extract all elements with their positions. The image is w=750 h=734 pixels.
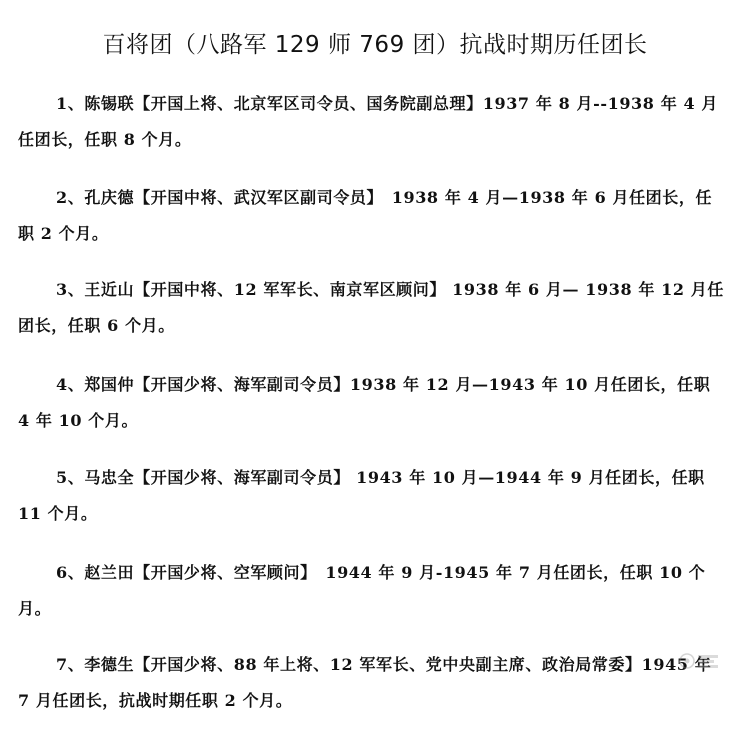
list-item: [18, 180, 728, 252]
list-item: [18, 86, 728, 158]
list-item: [18, 272, 728, 344]
list-item: [18, 460, 728, 532]
watermark-icon: [679, 650, 721, 672]
document-title: 百将团（八路军 129 师 769 团）抗战时期历任团长: [102, 32, 648, 58]
entry-text: 4、郑国仲【开国少将、海军副司令员】1938 年 12 月—1943 年 10 月任团长，任职 4 年 10 个月。: [18, 375, 711, 430]
entry-text: 3、王近山【开国中将、12 军军长、南京军区顾问】 1938 年 6 月— 1938 年 12 月任团长，任职 6 个月。: [18, 280, 724, 335]
entry-text: 7、李德生【开国少将、88 年上将、12 军军长、党中央副主席、政治局常委】1945 年 7 月任团长，抗战时期任职 2 个月。: [18, 655, 712, 710]
list-item: [18, 647, 728, 719]
list-item: [18, 367, 728, 439]
entry-text: 2、孔庆德【开国中将、武汉军区副司令员】 1938 年 4 月—1938 年 6 月任团长，任职 2 个月。: [18, 188, 713, 243]
entry-text: 6、赵兰田【开国少将、空军顾问】 1944 年 9 月-1945 年 7 月任团长，任职 10 个月。: [18, 563, 706, 618]
entry-text: 1、陈锡联【开国上将、北京军区司令员、国务院副总理】1937 年 8 月--1938 年 4 月任团长，任职 8 个月。: [18, 94, 718, 149]
entry-text: 5、马忠全【开国少将、海军副司令员】 1943 年 10 月—1944 年 9 月任团长，任职 11 个月。: [18, 468, 705, 523]
list-item: [18, 555, 728, 627]
